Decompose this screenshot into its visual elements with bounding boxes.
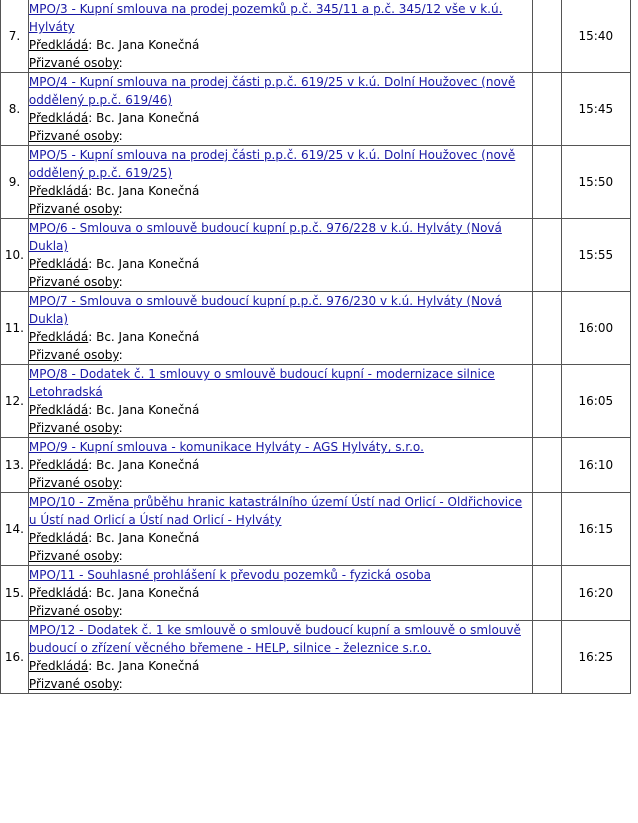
item-time: 16:25 [561, 621, 630, 694]
invited-label: Přizvané osoby [28, 348, 119, 362]
presenter-name: Bc. Jana Konečná [96, 257, 200, 271]
item-content: MPO/12 - Dodatek č. 1 ke smlouvě o smlouvě budoucí kupní a smlouvě o smlouvě budoucí o zřízení věcného břemene - HELP, silnice - železnice s.r.o. Předkládá: Bc. Jana Konečná Přizvané osoby: [28, 621, 532, 694]
agenda-row-2 [1, 73, 631, 146]
item-time: 15:40 [561, 0, 630, 73]
agenda-row-7 [1, 438, 631, 493]
item-title-link[interactable]: MPO/5 - Kupní smlouva na prodej části p.p.č. 619/25 v k.ú. Dolní Houžovec (nově oddělený p.p.č. 619/25) [28, 148, 516, 180]
presenter-label: Předkládá [28, 458, 89, 472]
agenda-row-4 [1, 219, 631, 292]
item-number: 16. [1, 621, 29, 694]
item-time: 16:00 [561, 292, 630, 365]
item-content: MPO/7 - Smlouva o smlouvě budoucí kupní p.p.č. 976/230 v k.ú. Hylváty (Nová Dukla) Předkládá: Bc. Jana Konečná Přizvané osoby: [28, 292, 532, 365]
item-number: 13. [1, 438, 29, 493]
invited-label: Přizvané osoby [28, 275, 119, 289]
invited-label: Přizvané osoby [28, 604, 119, 618]
item-content: MPO/4 - Kupní smlouva na prodej části p.p.č. 619/25 v k.ú. Dolní Houžovec (nově oddělený p.p.č. 619/46) Předkládá: Bc. Jana Konečná Přizvané osoby: [28, 73, 532, 146]
empty-cell [532, 0, 561, 73]
empty-cell [532, 621, 561, 694]
empty-cell [532, 493, 561, 566]
item-number: 10. [1, 219, 29, 292]
presenter-name: Bc. Jana Konečná [96, 586, 200, 600]
agenda-row-3 [1, 146, 631, 219]
empty-cell [532, 219, 561, 292]
item-content: MPO/8 - Dodatek č. 1 smlouvy o smlouvě budoucí kupní - modernizace silnice Letohradská Předkládá: Bc. Jana Konečná Přizvané osoby: [28, 365, 532, 438]
item-content: MPO/9 - Kupní smlouva - komunikace Hylváty - AGS Hylváty, s.r.o. Předkládá: Bc. Jana Konečná Přizvané osoby: [28, 438, 532, 493]
empty-cell [532, 438, 561, 493]
agenda-row-1 [1, 0, 631, 73]
item-title-link[interactable]: MPO/8 - Dodatek č. 1 smlouvy o smlouvě budoucí kupní - modernizace silnice Letohradská [28, 367, 495, 399]
agenda-row-9 [1, 566, 631, 621]
item-content: MPO/6 - Smlouva o smlouvě budoucí kupní p.p.č. 976/228 v k.ú. Hylváty (Nová Dukla) Předkládá: Bc. Jana Konečná Přizvané osoby: [28, 219, 532, 292]
item-number: 7. [1, 0, 29, 73]
presenter-name: Bc. Jana Konečná [96, 38, 200, 52]
item-number: 9. [1, 146, 29, 219]
item-title-link[interactable]: MPO/3 - Kupní smlouva na prodej pozemků p.č. 345/11 a p.č. 345/12 vše v k.ú. Hylváty [28, 2, 503, 34]
item-content: MPO/3 - Kupní smlouva na prodej pozemků p.č. 345/11 a p.č. 345/12 vše v k.ú. Hylváty Předkládá: Bc. Jana Konečná Přizvané osoby: [28, 0, 532, 73]
invited-label: Přizvané osoby [28, 56, 119, 70]
agenda-body [1, 0, 631, 694]
presenter-label: Předkládá [28, 111, 89, 125]
presenter-name: Bc. Jana Konečná [96, 531, 200, 545]
item-time: 15:50 [561, 146, 630, 219]
item-number: 14. [1, 493, 29, 566]
agenda-row-8 [1, 493, 631, 566]
empty-cell [532, 292, 561, 365]
empty-cell [532, 365, 561, 438]
item-content: MPO/10 - Změna průběhu hranic katastrálního území Ústí nad Orlicí - Oldřichovice u Ústí nad Orlicí a Ústí nad Orlicí - Hylváty Předkládá: Bc. Jana Konečná Přizvané osoby: [28, 493, 532, 566]
item-title-link[interactable]: MPO/6 - Smlouva o smlouvě budoucí kupní p.p.č. 976/228 v k.ú. Hylváty (Nová Dukla) [28, 221, 502, 253]
item-title-link[interactable]: MPO/12 - Dodatek č. 1 ke smlouvě o smlouvě budoucí kupní a smlouvě o smlouvě budoucí o zřízení věcného břemene - HELP, silnice - železnice s.r.o. [28, 623, 521, 655]
presenter-name: Bc. Jana Konečná [96, 458, 200, 472]
presenter-label: Předkládá [28, 330, 89, 344]
item-time: 16:15 [561, 493, 630, 566]
presenter-name: Bc. Jana Konečná [96, 184, 200, 198]
invited-label: Přizvané osoby [28, 549, 119, 563]
invited-label: Přizvané osoby [28, 677, 119, 691]
agenda-row-10 [1, 621, 631, 694]
item-title-link[interactable]: MPO/7 - Smlouva o smlouvě budoucí kupní p.p.č. 976/230 v k.ú. Hylváty (Nová Dukla) [28, 294, 502, 326]
item-time: 16:20 [561, 566, 630, 621]
invited-label: Přizvané osoby [28, 129, 119, 143]
item-time: 15:45 [561, 73, 630, 146]
empty-cell [532, 566, 561, 621]
presenter-label: Předkládá [28, 184, 89, 198]
item-time: 16:05 [561, 365, 630, 438]
invited-label: Přizvané osoby [28, 202, 119, 216]
item-number: 11. [1, 292, 29, 365]
invited-label: Přizvané osoby [28, 421, 119, 435]
presenter-label: Předkládá [28, 586, 89, 600]
presenter-name: Bc. Jana Konečná [96, 659, 200, 673]
presenter-name: Bc. Jana Konečná [96, 111, 200, 125]
item-number: 12. [1, 365, 29, 438]
presenter-label: Předkládá [28, 659, 89, 673]
agenda-row-6 [1, 365, 631, 438]
empty-cell [532, 73, 561, 146]
presenter-label: Předkládá [28, 38, 89, 52]
item-title-link[interactable]: MPO/11 - Souhlasné prohlášení k převodu pozemků - fyzická osoba [28, 568, 431, 582]
item-time: 15:55 [561, 219, 630, 292]
presenter-name: Bc. Jana Konečná [96, 403, 200, 417]
agenda-row-5 [1, 292, 631, 365]
item-content: MPO/5 - Kupní smlouva na prodej části p.p.č. 619/25 v k.ú. Dolní Houžovec (nově oddělený p.p.č. 619/25) Předkládá: Bc. Jana Konečná Přizvané osoby: [28, 146, 532, 219]
item-number: 8. [1, 73, 29, 146]
item-title-link[interactable]: MPO/4 - Kupní smlouva na prodej části p.p.č. 619/25 v k.ú. Dolní Houžovec (nově oddělený p.p.č. 619/46) [28, 75, 516, 107]
presenter-label: Předkládá [28, 257, 89, 271]
invited-label: Přizvané osoby [28, 476, 119, 490]
presenter-name: Bc. Jana Konečná [96, 330, 200, 344]
empty-cell [532, 146, 561, 219]
item-time: 16:10 [561, 438, 630, 493]
item-title-link[interactable]: MPO/10 - Změna průběhu hranic katastrálního území Ústí nad Orlicí - Oldřichovice u Ústí nad Orlicí a Ústí nad Orlicí - Hylváty [28, 495, 523, 527]
item-title-link[interactable]: MPO/9 - Kupní smlouva - komunikace Hylváty - AGS Hylváty, s.r.o. [28, 440, 424, 454]
presenter-label: Předkládá [28, 531, 89, 545]
presenter-label: Předkládá [28, 403, 89, 417]
item-number: 15. [1, 566, 29, 621]
item-content: MPO/11 - Souhlasné prohlášení k převodu pozemků - fyzická osoba Předkládá: Bc. Jana Konečná Přizvané osoby: [28, 566, 532, 621]
